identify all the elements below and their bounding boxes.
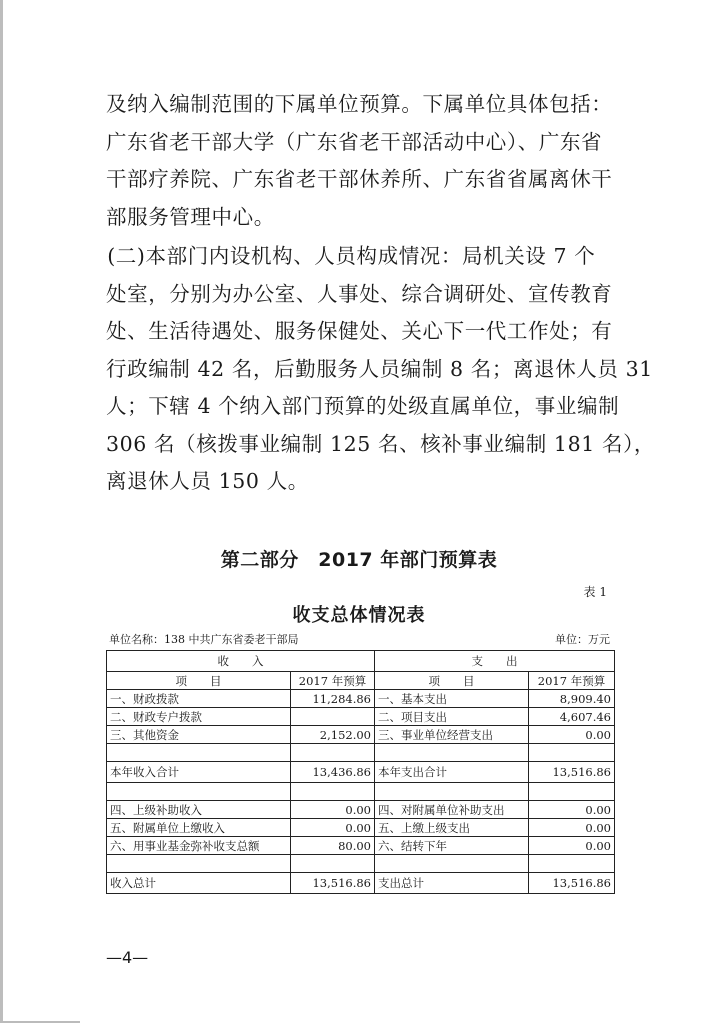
income-value (291, 708, 375, 726)
expense-item: 四、对附属单位补助支出 (375, 801, 529, 819)
expense-item: 五、上缴上级支出 (375, 819, 529, 837)
expense-item: 三、事业单位经营支出 (375, 726, 529, 744)
expense-value (529, 783, 615, 801)
income-item: 三、其他资金 (107, 726, 291, 744)
expense-item: 支出总计 (375, 873, 529, 894)
income-item: 六、用事业基金弥补收支总额 (107, 837, 291, 855)
income-item: 一、财政拨款 (107, 690, 291, 708)
income-value: 13,436.86 (291, 762, 375, 783)
income-item-header: 项 目 (107, 672, 291, 690)
expense-item: 六、结转下年 (375, 837, 529, 855)
expense-item (375, 744, 529, 762)
income-value: 80.00 (291, 837, 375, 855)
expense-value (529, 855, 615, 873)
expense-budget-header: 2017 年预算 (529, 672, 615, 690)
table-row (107, 855, 615, 873)
scan-edge (0, 0, 3, 1023)
paragraph-line: 306 名（核拨事业编制 125 名、核补事业编制 181 名）， (106, 431, 656, 456)
budget-table (106, 650, 615, 894)
income-value (291, 783, 375, 801)
expense-value: 13,516.86 (529, 762, 615, 783)
income-value: 0.00 (291, 801, 375, 819)
paragraph-subordinate-units (106, 86, 616, 236)
income-item (107, 855, 291, 873)
expense-value: 0.00 (529, 801, 615, 819)
income-item: 五、附属单位上缴收入 (107, 819, 291, 837)
expense-value (529, 744, 615, 762)
expense-value: 0.00 (529, 726, 615, 744)
expense-value: 13,516.86 (529, 873, 615, 894)
paragraph-line: 处、生活待遇处、服务保健处、关心下一代工作处；有 (106, 319, 613, 343)
expense-item (375, 855, 529, 873)
income-item: 收入总计 (107, 873, 291, 894)
table-number: 表 1 (583, 585, 607, 599)
income-value: 2,152.00 (291, 726, 375, 744)
income-value: 13,516.86 (291, 873, 375, 894)
paragraph-line: 及纳入编制范围的下属单位预算。下属单位具体包括： (106, 92, 613, 116)
paragraph-line: 部服务管理中心。 (106, 204, 275, 229)
table-row (107, 837, 615, 855)
paragraph-line: 广东省老干部大学（广东省老干部活动中心）、广东省 (106, 129, 603, 154)
income-header: 收 入 (107, 651, 375, 672)
table-row (107, 726, 615, 744)
table-header-row (107, 651, 615, 672)
table-title: 收支总体情况表 (292, 605, 426, 626)
paragraph-line: 干部疗养院、广东省老干部休养所、广东省省属离休干 (106, 167, 613, 191)
table-row (107, 762, 615, 783)
table-row (107, 783, 615, 801)
expense-value: 4,607.46 (529, 708, 615, 726)
expense-item: 一、基本支出 (375, 690, 529, 708)
income-value: 0.00 (291, 819, 375, 837)
expense-header: 支 出 (375, 651, 615, 672)
table-row (107, 690, 615, 708)
table-row (107, 744, 615, 762)
expense-value: 0.00 (529, 819, 615, 837)
paragraph-staffing (65, 238, 656, 501)
income-item (107, 744, 291, 762)
currency-unit: 单位：万元 (555, 633, 610, 646)
paragraph-line: 行政编制 42 名，后勤服务人员编制 8 名；离退休人员 31 (106, 356, 653, 381)
income-item: 四、上级补助收入 (107, 801, 291, 819)
table-row (107, 708, 615, 726)
table-subheader-row (107, 672, 615, 690)
section-title: 第二部分 2017 年部门预算表 (220, 549, 498, 571)
income-value (291, 744, 375, 762)
income-item: 二、财政专户拨款 (107, 708, 291, 726)
table-row (107, 819, 615, 837)
table-row (107, 801, 615, 819)
page-number: —4— (106, 948, 149, 967)
income-value: 11,284.86 (291, 690, 375, 708)
paragraph-line: (二)本部门内设机构、人员构成情况：局机关设 7 个 (65, 244, 596, 268)
expense-value: 0.00 (529, 837, 615, 855)
table-row (107, 873, 615, 894)
expense-item: 本年支出合计 (375, 762, 529, 783)
expense-item: 二、项目支出 (375, 708, 529, 726)
paragraph-line: 离退休人员 150 人。 (106, 469, 309, 493)
expense-item-header: 项 目 (375, 672, 529, 690)
paragraph-line: 处室，分别为办公室、人事处、综合调研处、宣传教育 (106, 281, 613, 306)
expense-value: 8,909.40 (529, 690, 615, 708)
income-item (107, 783, 291, 801)
income-budget-header: 2017 年预算 (291, 672, 375, 690)
income-value (291, 855, 375, 873)
expense-item (375, 783, 529, 801)
unit-name: 单位名称：138 中共广东省委老干部局 (109, 633, 299, 646)
paragraph-line: 人；下辖 4 个纳入部门预算的处级直属单位，事业编制 (106, 394, 620, 418)
income-item: 本年收入合计 (107, 762, 291, 783)
